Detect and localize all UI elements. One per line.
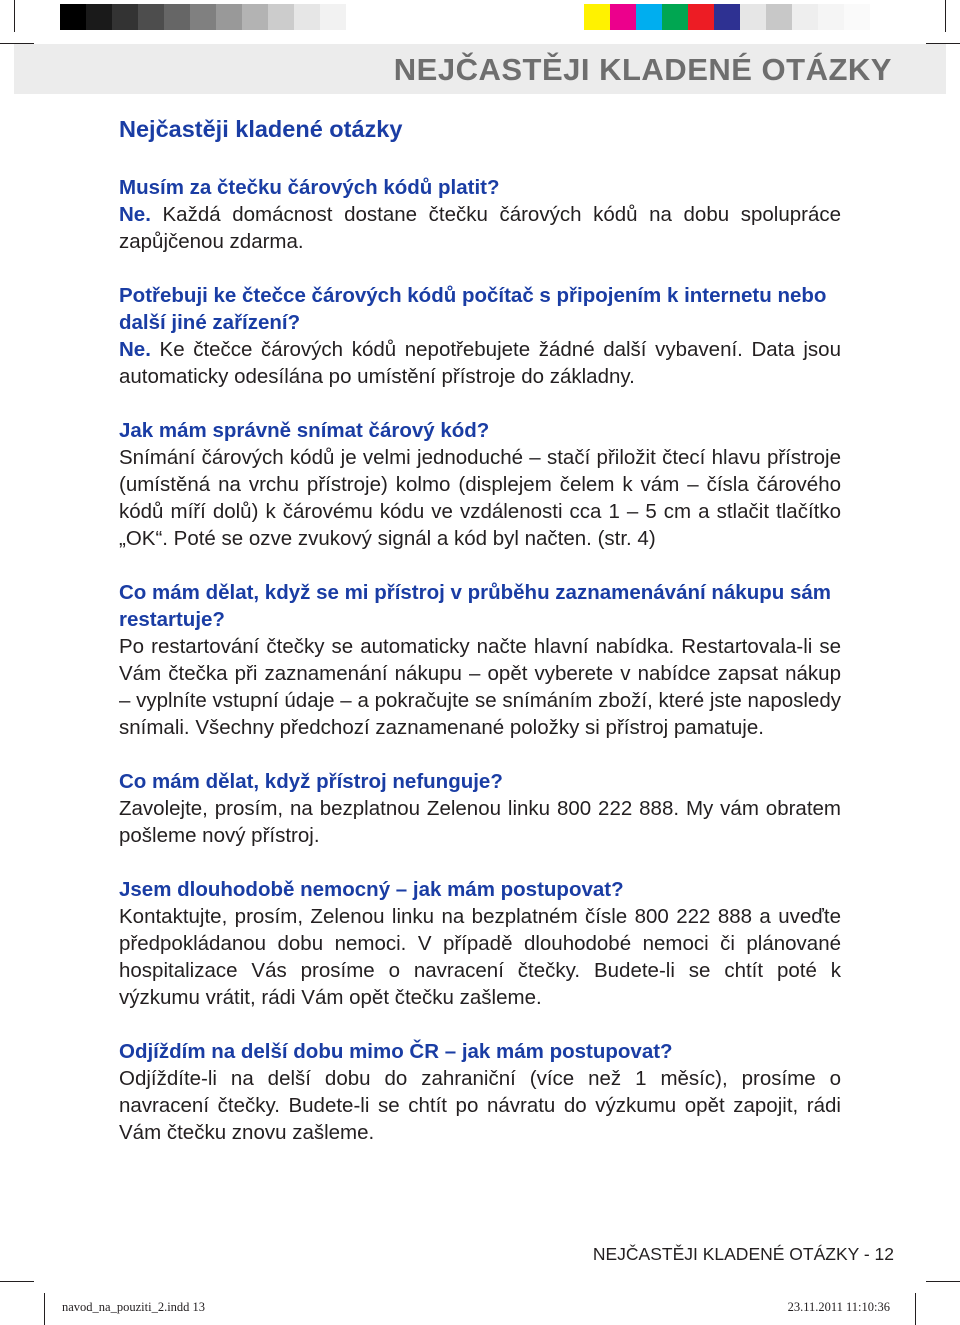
crop-mark xyxy=(14,0,15,32)
faq-answer xyxy=(119,336,841,390)
section-title: NEJČASTĚJI KLADENÉ OTÁZKY xyxy=(393,52,892,87)
faq-list xyxy=(119,174,841,1146)
answer-text: Odjíždíte-li na delší dobu do zahraniční (více než 1 měsíc), prosíme o navracení čtečky. Budete-li se chtít po návratu do výzkumu opět zapojit, rádi Vám čtečku znovu zašleme. xyxy=(119,1067,841,1144)
faq-question: Co mám dělat, když přístroj nefunguje? xyxy=(119,770,503,793)
color-swatch xyxy=(138,4,164,30)
faq-question: Potřebuji ke čtečce čárových kódů počítač s připojením k internetu nebo další jiné zařízení? xyxy=(119,284,827,334)
faq-question: Jsem dlouhodobě nemocný – jak mám postupovat? xyxy=(119,878,624,901)
color-swatch xyxy=(112,4,138,30)
faq-item xyxy=(119,768,841,849)
answer-text: Po restartování čtečky se automaticky načte hlavní nabídka. Restartovala-li se Vám čtečka při zaznamenání nákupu – opět vyberete v nabídce zapsat nákup – vyplníte vstupní údaje – a pokračujte se snímáním zboží, které jste naposledy snímali. Všechny předchozí zaznamenané položky si přístroj pamatuje. xyxy=(119,635,841,739)
faq-answer xyxy=(119,633,841,741)
color-swatch xyxy=(584,4,610,30)
crop-mark xyxy=(926,1281,960,1282)
faq-answer xyxy=(119,795,841,849)
faq-question: Odjíždím na delší dobu mimo ČR – jak mám postupovat? xyxy=(119,1040,673,1063)
faq-item xyxy=(119,876,841,1011)
color-swatch xyxy=(268,4,294,30)
slug-timestamp: 23.11.2011 11:10:36 xyxy=(787,1300,890,1314)
color-swatch xyxy=(86,4,112,30)
answer-text: Zavolejte, prosím, na bezplatnou Zelenou linku 800 222 888. My vám obratem pošleme nový přístroj. xyxy=(119,797,841,847)
color-swatch xyxy=(320,4,346,30)
color-swatch xyxy=(216,4,242,30)
faq-answer xyxy=(119,1065,841,1146)
page-number-label: NEJČASTĚJI KLADENÉ OTÁZKY - 12 xyxy=(592,1244,894,1264)
color-swatch xyxy=(688,4,714,30)
faq-item xyxy=(119,174,841,255)
crop-mark xyxy=(915,1293,916,1325)
color-swatch xyxy=(294,4,320,30)
color-swatch xyxy=(164,4,190,30)
color-swatch xyxy=(662,4,688,30)
color-swatch xyxy=(60,4,86,30)
faq-content xyxy=(119,110,841,1173)
faq-item xyxy=(119,1038,841,1146)
faq-answer xyxy=(119,903,841,1011)
process-color-bar xyxy=(584,4,896,30)
crop-mark xyxy=(945,0,946,32)
crop-mark xyxy=(44,1293,45,1325)
color-swatch xyxy=(818,4,844,30)
answer-text: Ke čtečce čárových kódů nepotřebujete žádné další vybavení. Data jsou automaticky odesílána po umístění přístroje do základny. xyxy=(119,338,841,388)
color-swatch xyxy=(610,4,636,30)
faq-answer xyxy=(119,444,841,552)
color-swatch xyxy=(242,4,268,30)
grayscale-color-bar xyxy=(60,4,346,30)
faq-answer xyxy=(119,201,841,255)
color-swatch xyxy=(766,4,792,30)
faq-item xyxy=(119,579,841,741)
crop-mark xyxy=(0,1281,34,1282)
color-swatch xyxy=(740,4,766,30)
faq-item xyxy=(119,282,841,390)
page-heading: Nejčastěji kladené otázky xyxy=(119,116,403,142)
answer-text: Snímání čárových kódů je velmi jednoduché – stačí přiložit čtecí hlavu přístroje (umístěná na vrchu přístroje) kolmo (displejem čelem k vám – čísla čárového kódů míří dolů) k čárovému kódu ve vzdálenosti cca 1 – 5 cm a stlačit tlačítko „OK“. Poté se ozve zvukový signál a kód byl načten. (str. 4) xyxy=(119,446,841,550)
color-swatch xyxy=(190,4,216,30)
color-swatch xyxy=(792,4,818,30)
answer-lead: Ne. xyxy=(119,338,151,361)
faq-question: Co mám dělat, když se mi přístroj v průběhu zaznamenávání nákupu sám restartuje? xyxy=(119,581,832,631)
color-swatch xyxy=(870,4,896,30)
faq-question: Jak mám správně snímat čárový kód? xyxy=(119,419,490,442)
faq-question: Musím za čtečku čárových kódů platit? xyxy=(119,176,500,199)
answer-text: Každá domácnost dostane čtečku čárových kódů na dobu spolupráce zapůjčenou zdarma. xyxy=(119,203,841,253)
color-swatch xyxy=(636,4,662,30)
answer-lead: Ne. xyxy=(119,203,151,226)
color-swatch xyxy=(844,4,870,30)
color-swatch xyxy=(714,4,740,30)
faq-item xyxy=(119,417,841,552)
slug-file-name: navod_na_pouziti_2.indd 13 xyxy=(62,1300,206,1314)
answer-text: Kontaktujte, prosím, Zelenou linku na bezplatném čísle 800 222 888 a uveďte předpokládanou dobu nemoci. V případě dlouhodobé nemoci či plánované hospitalizace Vás prosíme o navracení čtečky. Budete-li se chtít poté k výzkumu vrátit, rádi Vám opět čtečku zašleme. xyxy=(119,905,841,1009)
